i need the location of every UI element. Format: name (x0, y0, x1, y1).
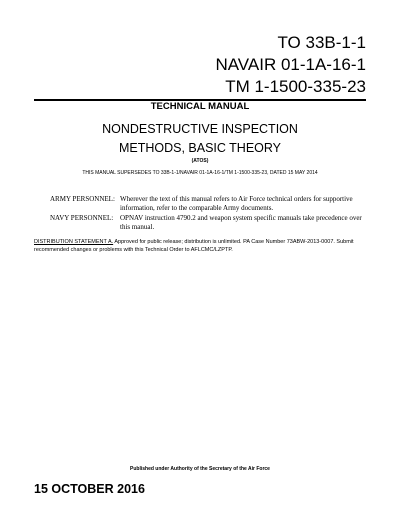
navy-notice (50, 214, 368, 232)
supersedes-notice: THIS MANUAL SUPERSEDES TO 33B-1-1/NAVAIR 01-1A-16-1/TM 1-1500-335-23, DATED 15 MAY 2014 (82, 170, 318, 176)
title-line-2: METHODS, BASIC THEORY (118, 141, 282, 155)
army-notice (50, 195, 368, 213)
atos-label: (ATOS) (191, 158, 209, 164)
document-number-block (215, 32, 366, 98)
distribution-statement (34, 238, 366, 254)
distribution-text: Approved for public release; distribution is unlimited. PA Case Number 73ABW-2013-0007. Submit recommended changes or problems with this Technical Order to AFLCMC/LZPTP. (34, 239, 354, 253)
title-line-1: NONDESTRUCTIVE INSPECTION (102, 122, 298, 136)
manual-type: TECHNICAL MANUAL (150, 101, 250, 112)
army-text: Wherever the text of this manual refers to Air Force technical orders for supportive information, refer to the comparable Army documents. (120, 195, 353, 212)
to-number: TO 33B-1-1 (277, 33, 366, 52)
manual-title (0, 120, 400, 158)
navy-label: NAVY PERSONNEL: (50, 214, 114, 222)
tm-number: TM 1-1500-335-23 (225, 77, 366, 96)
publication-date: 15 OCTOBER 2016 (34, 482, 145, 496)
distribution-label: DISTRIBUTION STATEMENT A. (34, 239, 114, 245)
authority-line: Published under Authority of the Secretary of the Air Force (130, 466, 270, 472)
army-label: ARMY PERSONNEL: (50, 195, 115, 203)
personnel-notices (50, 195, 368, 233)
navy-text: OPNAV instruction 4790.2 and weapon system specific manuals take precedence over this manual. (120, 214, 362, 231)
navair-number: NAVAIR 01-1A-16-1 (215, 55, 366, 74)
